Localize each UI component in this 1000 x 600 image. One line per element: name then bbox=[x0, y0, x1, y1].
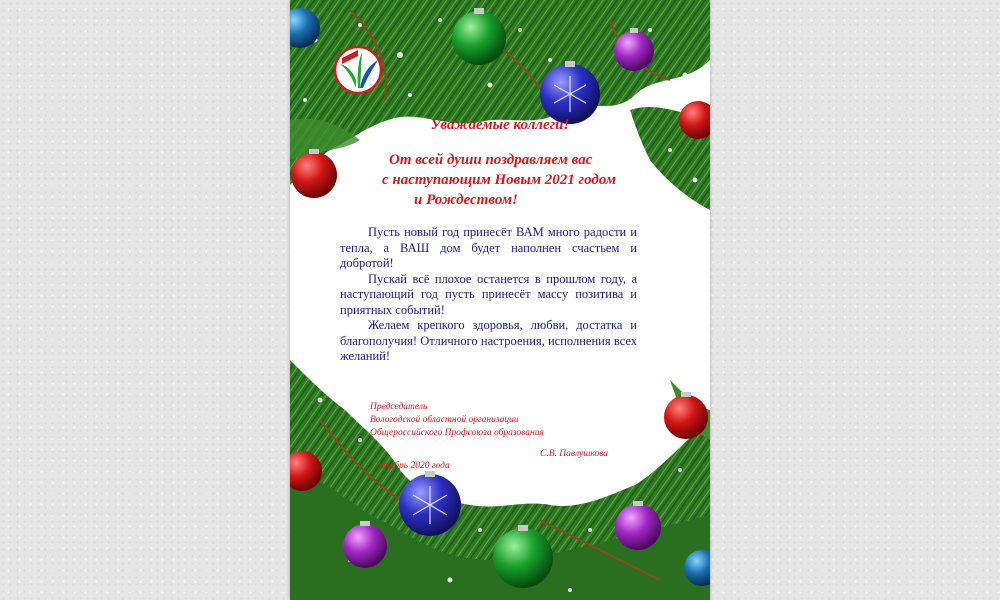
greeting-letter bbox=[290, 0, 710, 600]
signature-title-line: Вологодской областной организации bbox=[370, 415, 519, 425]
letter-body bbox=[340, 225, 637, 365]
signature-title-line: Председатель bbox=[370, 402, 428, 412]
signature-name: С.В. Павлушкова bbox=[540, 449, 609, 459]
letter-date: Декабрь 2020 года bbox=[375, 461, 450, 471]
signature-title-line: Общероссийского Профсоюза образования bbox=[370, 428, 544, 438]
wish-line: с наступающим Новым 2021 годом bbox=[382, 172, 617, 188]
paragraph: Пусть новый год принесёт ВАМ много радости и тепла, а ВАШ дом будет наполнен счастьем и добротой! bbox=[340, 225, 637, 270]
wish-line: и Рождеством! bbox=[414, 192, 518, 208]
paragraph: Желаем крепкого здоровья, любви, достатка и благополучия! Отличного настроения, исполнения всех желаний! bbox=[340, 318, 637, 363]
wish-line: От всей души поздравляем вас bbox=[389, 152, 593, 168]
union-logo-icon bbox=[335, 47, 381, 93]
christmas-ornament-icon bbox=[664, 392, 708, 439]
greeting-heading: Уважаемые коллеги! bbox=[430, 117, 570, 133]
paragraph: Пускай всё плохое останется в прошлом году, а наступающий год пусть принесёт массу позитива и приятных событий! bbox=[340, 271, 637, 317]
